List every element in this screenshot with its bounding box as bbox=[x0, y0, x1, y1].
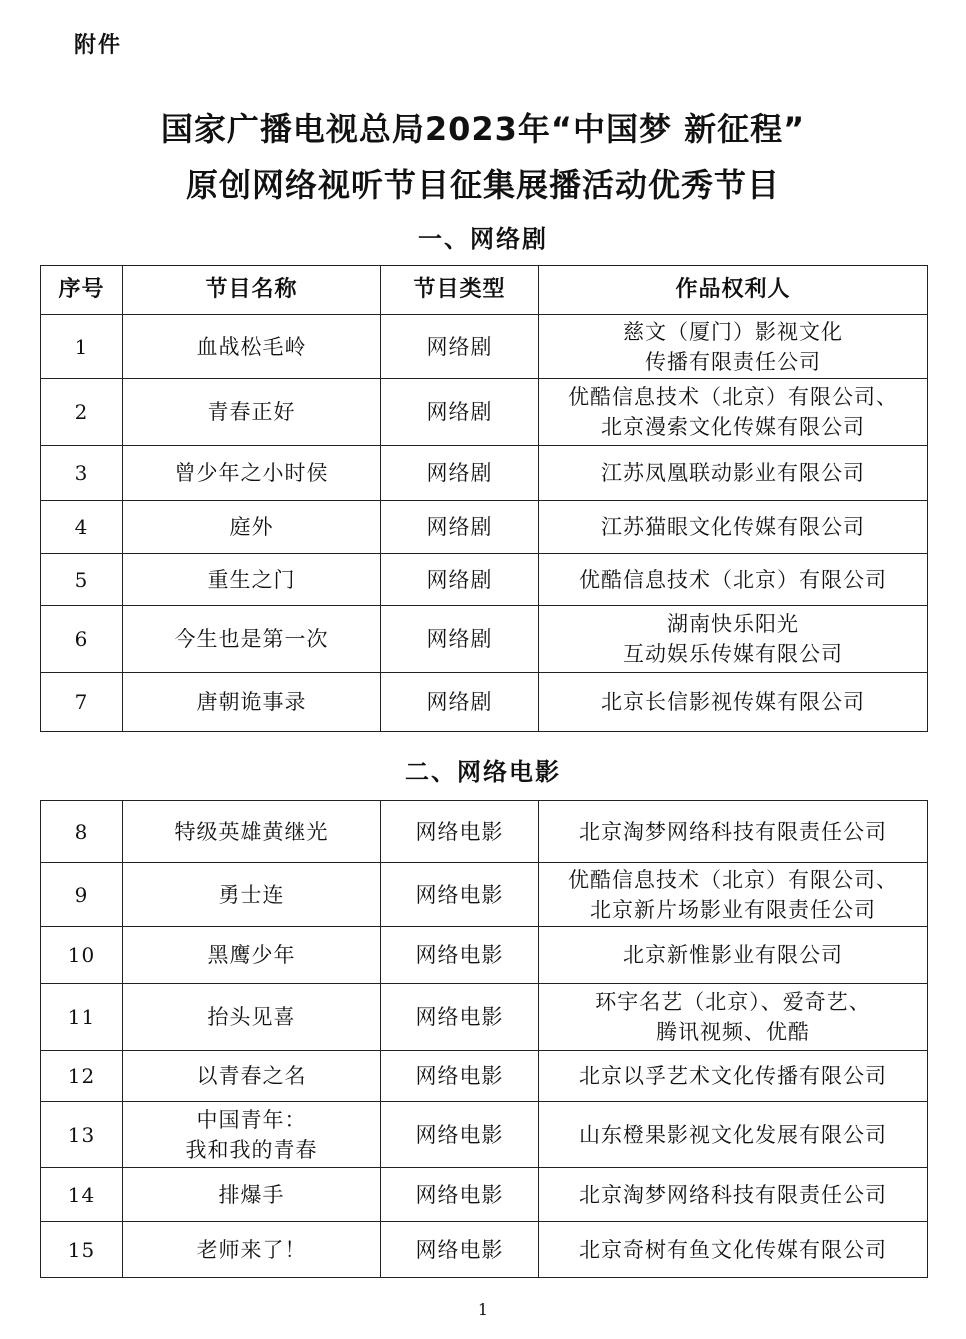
cell-program-type: 网络电影 bbox=[381, 984, 539, 1051]
table-row bbox=[41, 554, 928, 606]
program-name-line: 勇士连 bbox=[218, 882, 285, 907]
cell-program-name bbox=[123, 1051, 381, 1102]
table-row bbox=[41, 379, 928, 446]
rights-holder-line: 慈文（厦门）影视文化 bbox=[623, 319, 843, 344]
cell-rights-holder bbox=[539, 801, 928, 863]
header-serial: 序号 bbox=[41, 266, 123, 315]
rights-holder-line: 北京以孚艺术文化传播有限公司 bbox=[579, 1064, 887, 1088]
rights-holder-line: 北京淘梦网络科技有限责任公司 bbox=[579, 819, 887, 844]
program-name-line: 曾少年之小时侯 bbox=[174, 461, 329, 485]
cell-rights-holder bbox=[539, 1102, 928, 1168]
header-rights-holder: 作品权利人 bbox=[539, 266, 928, 315]
cell-program-name bbox=[123, 606, 381, 673]
table-row bbox=[41, 1222, 928, 1278]
cell-program-name bbox=[123, 554, 381, 606]
cell-program-type: 网络剧 bbox=[381, 673, 539, 732]
rights-holder-line: 北京新片场影业有限责任公司 bbox=[590, 897, 876, 922]
cell-rights-holder bbox=[539, 446, 928, 501]
cell-serial: 2 bbox=[41, 379, 123, 446]
cell-rights-holder bbox=[539, 1168, 928, 1222]
cell-rights-holder bbox=[539, 315, 928, 379]
cell-program-name bbox=[123, 501, 381, 554]
cell-serial: 5 bbox=[41, 554, 123, 606]
table-row bbox=[41, 315, 928, 379]
cell-serial: 9 bbox=[41, 863, 123, 927]
cell-rights-holder bbox=[539, 927, 928, 984]
rights-holder-line: 北京奇树有鱼文化传媒有限公司 bbox=[579, 1237, 887, 1262]
cell-program-type: 网络剧 bbox=[381, 446, 539, 501]
rights-holder-line: 江苏猫眼文化传媒有限公司 bbox=[601, 515, 865, 539]
web-drama-table bbox=[40, 265, 928, 732]
rights-holder-line: 北京长信影视传媒有限公司 bbox=[601, 690, 865, 714]
table-row bbox=[41, 927, 928, 984]
rights-holder-line: 优酷信息技术（北京）有限公司、 bbox=[568, 385, 898, 409]
cell-serial: 11 bbox=[41, 984, 123, 1051]
cell-serial: 15 bbox=[41, 1222, 123, 1278]
web-movie-table bbox=[40, 800, 928, 1278]
rights-holder-line: 北京漫索文化传媒有限公司 bbox=[601, 415, 865, 439]
cell-program-type: 网络电影 bbox=[381, 801, 539, 863]
table-row bbox=[41, 1102, 928, 1168]
header-program-type: 节目类型 bbox=[381, 266, 539, 315]
cell-program-type: 网络剧 bbox=[381, 315, 539, 379]
table-row bbox=[41, 446, 928, 501]
table-row bbox=[41, 606, 928, 673]
cell-program-type: 网络电影 bbox=[381, 1168, 539, 1222]
rights-holder-line: 北京新惟影业有限公司 bbox=[623, 943, 843, 967]
cell-program-type: 网络电影 bbox=[381, 1222, 539, 1278]
cell-serial: 8 bbox=[41, 801, 123, 863]
cell-program-name bbox=[123, 1222, 381, 1278]
document-title-line-1: 国家广播电视总局2023年“中国梦 新征程” bbox=[160, 110, 806, 148]
cell-program-name bbox=[123, 927, 381, 984]
rights-holder-line: 腾讯视频、优酷 bbox=[656, 1020, 810, 1044]
program-name-line: 血战松毛岭 bbox=[196, 334, 307, 359]
attachment-label: 附件 bbox=[74, 33, 123, 58]
cell-program-type: 网络电影 bbox=[381, 927, 539, 984]
cell-serial: 1 bbox=[41, 315, 123, 379]
cell-rights-holder bbox=[539, 501, 928, 554]
cell-program-type: 网络剧 bbox=[381, 554, 539, 606]
cell-rights-holder bbox=[539, 1051, 928, 1102]
program-name-line: 排爆手 bbox=[218, 1182, 285, 1207]
program-name-line: 中国青年： bbox=[196, 1107, 307, 1132]
table-row bbox=[41, 673, 928, 732]
cell-program-type: 网络剧 bbox=[381, 379, 539, 446]
rights-holder-line: 湖南快乐阳光 bbox=[667, 612, 799, 636]
table-row bbox=[41, 801, 928, 863]
table-row bbox=[41, 501, 928, 554]
cell-program-name bbox=[123, 315, 381, 379]
table-row bbox=[41, 863, 928, 927]
cell-rights-holder bbox=[539, 554, 928, 606]
cell-program-name bbox=[123, 1102, 381, 1168]
table-row bbox=[41, 1168, 928, 1222]
cell-rights-holder bbox=[539, 673, 928, 732]
cell-program-type: 网络剧 bbox=[381, 501, 539, 554]
cell-program-name bbox=[123, 863, 381, 927]
rights-holder-line: 优酷信息技术（北京）有限公司 bbox=[579, 567, 887, 592]
cell-program-name bbox=[123, 1168, 381, 1222]
cell-program-type: 网络电影 bbox=[381, 863, 539, 927]
cell-program-name bbox=[123, 801, 381, 863]
cell-rights-holder bbox=[539, 984, 928, 1051]
cell-program-type: 网络剧 bbox=[381, 606, 539, 673]
program-name-line: 庭外 bbox=[229, 515, 274, 539]
cell-rights-holder bbox=[539, 1222, 928, 1278]
cell-program-name bbox=[123, 446, 381, 501]
document-title-line-2: 原创网络视听节目征集展播活动优秀节目 bbox=[185, 166, 780, 204]
program-name-line: 老师来了！ bbox=[196, 1237, 307, 1262]
cell-rights-holder bbox=[539, 606, 928, 673]
rights-holder-line: 北京淘梦网络科技有限责任公司 bbox=[579, 1182, 887, 1207]
table-row bbox=[41, 984, 928, 1051]
cell-serial: 6 bbox=[41, 606, 123, 673]
rights-holder-line: 优酷信息技术（北京）有限公司、 bbox=[568, 867, 898, 892]
rights-holder-line: 传播有限责任公司 bbox=[645, 349, 821, 374]
rights-holder-line: 江苏凤凰联动影业有限公司 bbox=[601, 461, 865, 485]
cell-serial: 12 bbox=[41, 1051, 123, 1102]
program-name-line: 今生也是第一次 bbox=[174, 627, 329, 651]
rights-holder-line: 互动娱乐传媒有限公司 bbox=[623, 642, 843, 666]
cell-rights-holder bbox=[539, 379, 928, 446]
program-name-line: 重生之门 bbox=[207, 567, 296, 592]
cell-program-name bbox=[123, 379, 381, 446]
cell-program-type: 网络电影 bbox=[381, 1051, 539, 1102]
rights-holder-line: 山东橙果影视文化发展有限公司 bbox=[579, 1122, 887, 1147]
cell-rights-holder bbox=[539, 863, 928, 927]
rights-holder-line: 环宇名艺（北京）、爱奇艺、 bbox=[595, 990, 871, 1014]
program-name-line: 青春正好 bbox=[207, 400, 296, 424]
cell-serial: 14 bbox=[41, 1168, 123, 1222]
cell-program-name bbox=[123, 984, 381, 1051]
cell-serial: 7 bbox=[41, 673, 123, 732]
program-name-line: 以青春之名 bbox=[196, 1064, 307, 1088]
cell-serial: 4 bbox=[41, 501, 123, 554]
header-program-name: 节目名称 bbox=[123, 266, 381, 315]
program-name-line: 抬头见喜 bbox=[207, 1005, 296, 1029]
cell-serial: 3 bbox=[41, 446, 123, 501]
table-header-row bbox=[41, 266, 928, 315]
section-heading-web-movie: 二、网络电影 bbox=[405, 758, 561, 786]
cell-program-type: 网络电影 bbox=[381, 1102, 539, 1168]
program-name-line: 我和我的青春 bbox=[185, 1137, 318, 1162]
table-row bbox=[41, 1051, 928, 1102]
program-name-line: 特级英雄黄继光 bbox=[174, 819, 329, 844]
cell-serial: 13 bbox=[41, 1102, 123, 1168]
section-heading-web-drama: 一、网络剧 bbox=[418, 225, 548, 253]
program-name-line: 黑鹰少年 bbox=[207, 943, 296, 967]
page-number: 1 bbox=[477, 1300, 489, 1319]
cell-program-name bbox=[123, 673, 381, 732]
cell-serial: 10 bbox=[41, 927, 123, 984]
program-name-line: 唐朝诡事录 bbox=[196, 690, 307, 714]
